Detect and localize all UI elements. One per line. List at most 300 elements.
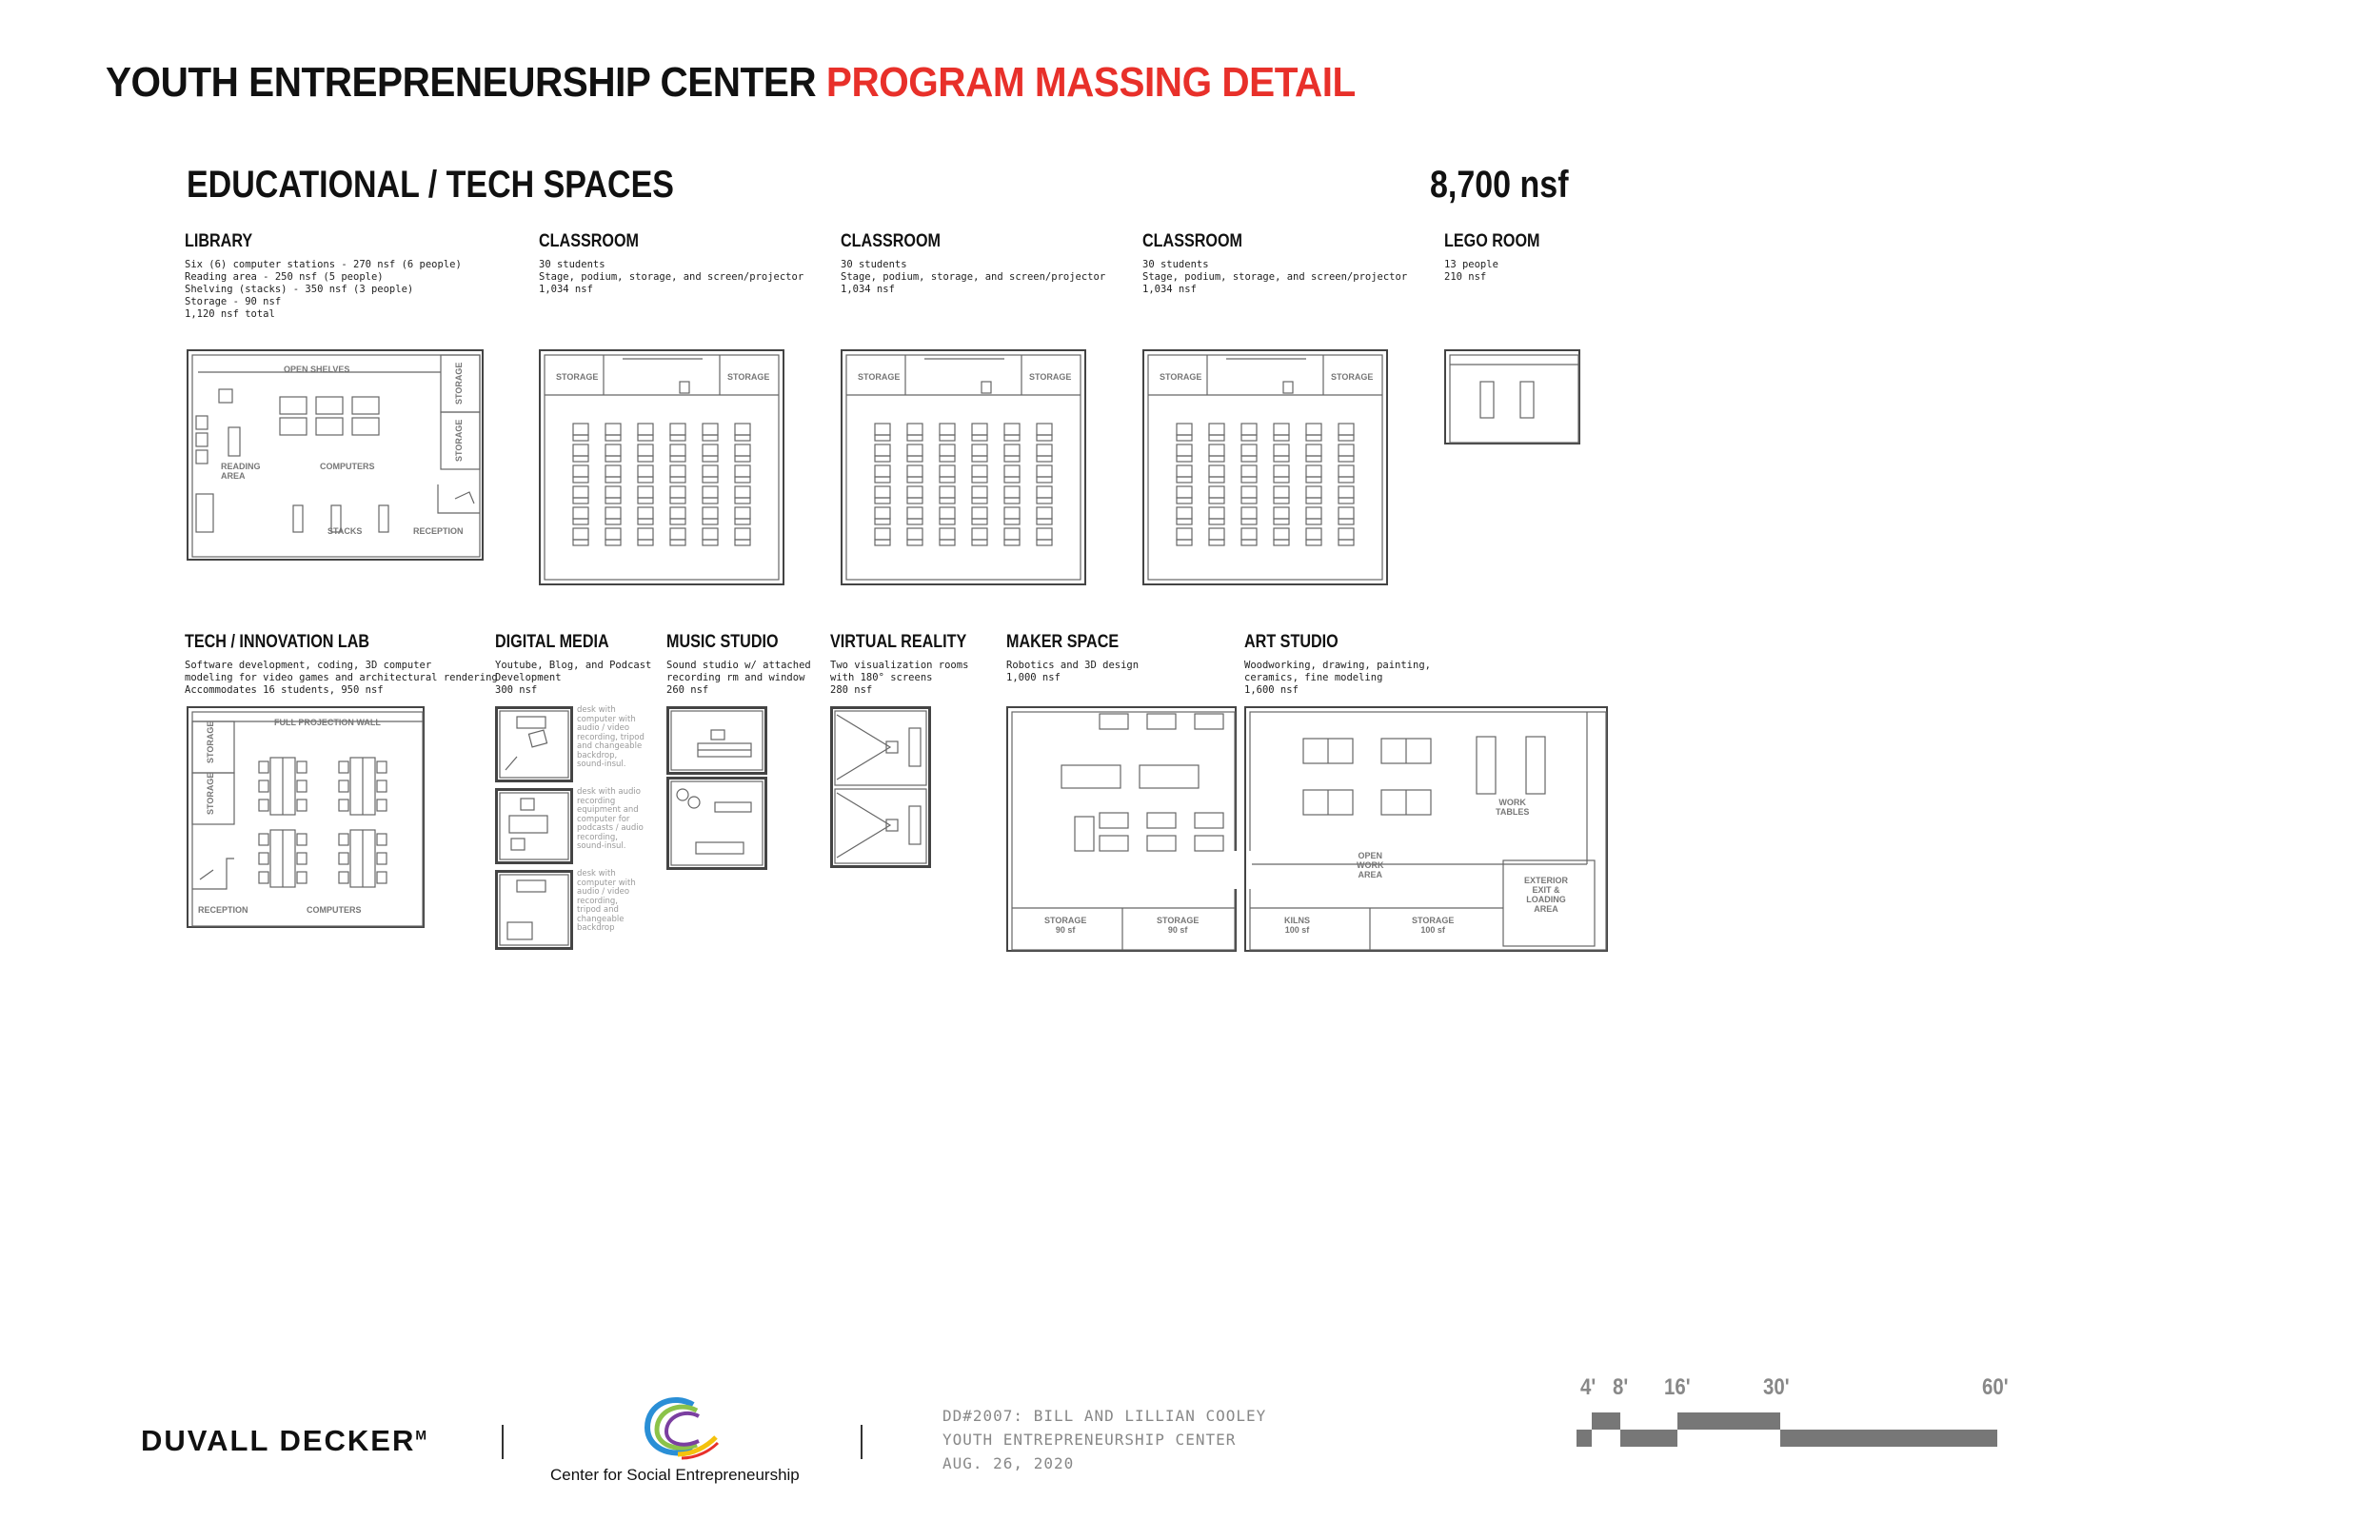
chair [875,540,890,545]
chair [377,761,387,773]
room-desc-library: Six (6) computer stations - 270 nsf (6 people) Reading area - 250 nsf (5 people) Shelving (stacks) - 350 nsf (3 people) Storage - 90 nsf 1,120 nsf total [185,259,462,320]
room-title-library: LIBRARY [185,231,253,251]
chair [972,456,987,462]
desk [735,486,750,498]
chair [940,477,955,483]
chair [1037,540,1052,545]
desk [1147,813,1176,828]
chair [1037,435,1052,441]
desk [1274,444,1289,456]
chair [1339,498,1354,503]
desk [1037,465,1052,477]
digital-media-room-1-drawing [498,709,570,780]
tech-lab-drawing [188,708,426,930]
footer-divider-2 [861,1425,863,1459]
scale-label-16: 16' [1664,1374,1691,1400]
desk [1274,528,1289,540]
chair [638,477,653,483]
label-computers: COMPUTERS [320,462,375,471]
chair [972,540,987,545]
project-line-3: AUG. 26, 2020 [942,1454,1075,1472]
chair [339,872,348,883]
room-desc-maker-space: Robotics and 3D design 1,000 nsf [1006,660,1140,683]
desk [1004,424,1020,435]
chair [703,477,718,483]
digital-media-room-3-drawing [498,873,570,947]
label-classroom-1-storage-left: STORAGE [556,372,599,382]
chair [605,456,621,462]
chair [297,780,307,792]
lego-room-plan [1444,349,1580,444]
desk [605,465,621,477]
chair [1037,498,1052,503]
desk [638,528,653,540]
chair [1177,435,1192,441]
desk [638,424,653,435]
chair [1241,519,1257,524]
podium [680,382,689,393]
chair [1339,519,1354,524]
chair [573,540,588,545]
desk [940,444,955,456]
desk [1274,507,1289,519]
desk [1209,424,1224,435]
room-desc-lego: 13 people 210 nsf [1444,259,1498,283]
chair [638,540,653,545]
desk [1241,465,1257,477]
room-desc-digital-media: Youtube, Blog, and Podcast Development 300 nsf [495,660,652,696]
chair [735,477,750,483]
chair [297,853,307,864]
chair [259,872,268,883]
desk [1177,486,1192,498]
desk [940,465,955,477]
desk [1274,486,1289,498]
desk [670,424,685,435]
chair [259,761,268,773]
library-plan [187,349,484,561]
desk [1241,444,1257,456]
chair [1209,435,1224,441]
podium [982,382,991,393]
desk [1241,424,1257,435]
label-tech-storage-1: STORAGE [206,721,215,763]
classroom-2-drawing [843,351,1088,587]
chair [907,456,922,462]
desk [907,486,922,498]
chair [735,456,750,462]
chair [1004,435,1020,441]
chair [1177,540,1192,545]
digital-media-room-2 [495,788,573,864]
chair [1339,540,1354,545]
label-open-shelves: OPEN SHELVES [284,365,350,374]
chair [735,519,750,524]
label-open-work-area: OPEN WORK AREA [1357,851,1384,879]
section-area: 8,700 nsf [1430,164,1569,206]
digital-media-room-3 [495,870,573,950]
chair [1306,519,1321,524]
desk [1209,528,1224,540]
music-studio-room-2-drawing [669,780,764,867]
chair [670,477,685,483]
chair [940,456,955,462]
chair [703,540,718,545]
desk [1147,714,1176,729]
chair [638,435,653,441]
chair [940,540,955,545]
desk [1177,528,1192,540]
chair [875,519,890,524]
digital-media-room-2-drawing [498,791,570,861]
desk [972,424,987,435]
desk [972,486,987,498]
chair [703,498,718,503]
chair [377,872,387,883]
chair [1037,456,1052,462]
chair [703,456,718,462]
chair [339,800,348,811]
chair [339,780,348,792]
chair [573,477,588,483]
chair [605,477,621,483]
desk [1241,486,1257,498]
desk [638,507,653,519]
desk [1339,465,1354,477]
desk [907,424,922,435]
chair [1037,477,1052,483]
desk [735,444,750,456]
label-classroom-2-storage-right: STORAGE [1029,372,1072,382]
chair [1274,540,1289,545]
chair [735,498,750,503]
desk [573,444,588,456]
chair [1209,477,1224,483]
classroom-lines [846,355,1081,580]
desk [573,528,588,540]
desk [875,465,890,477]
desk [703,424,718,435]
page-title [106,59,1356,107]
chair [1241,477,1257,483]
desk [1147,836,1176,851]
chair [875,498,890,503]
room-title-maker-space: MAKER SPACE [1006,632,1120,652]
desk [940,424,955,435]
chair [1306,435,1321,441]
chair [1004,540,1020,545]
chair [1004,498,1020,503]
label-maker-storage-2: STORAGE 90 sf [1157,916,1200,935]
desk [1037,444,1052,456]
chair [638,456,653,462]
chair [1339,435,1354,441]
chair [1241,540,1257,545]
room-title-classroom-2: CLASSROOM [841,231,941,251]
chair [573,498,588,503]
room-desc-music-studio: Sound studio w/ attached recording rm and window 260 nsf [666,660,811,696]
scale-label-60: 60' [1982,1374,2009,1400]
music-studio-room-1-drawing [669,709,764,772]
desk [1274,424,1289,435]
chair [1177,519,1192,524]
chair [259,834,268,845]
desk [875,486,890,498]
desk [573,465,588,477]
desk [875,507,890,519]
chair [670,519,685,524]
desk [1004,465,1020,477]
label-tech-computers: COMPUTERS [307,905,362,915]
label-classroom-3-storage-right: STORAGE [1331,372,1374,382]
chair [573,456,588,462]
label-stacks: STACKS [327,526,363,536]
chair [907,435,922,441]
firm-logo [141,1424,428,1458]
music-studio-room-2 [666,777,767,870]
desk [1037,528,1052,540]
room-desc-classroom-2: 30 students Stage, podium, storage, and screen/projector 1,034 nsf [841,259,1106,295]
project-line-2: YOUTH ENTREPRENEURSHIP CENTER [942,1431,1237,1449]
chair [907,477,922,483]
classroom-1-drawing [541,351,786,587]
desk [605,528,621,540]
chair [875,456,890,462]
chair [605,435,621,441]
desk [1004,444,1020,456]
chair [339,853,348,864]
chair [297,800,307,811]
desk [1274,465,1289,477]
chair [1274,456,1289,462]
desk [1100,714,1128,729]
label-projection-wall: FULL PROJECTION WALL [274,718,381,727]
chair [1241,498,1257,503]
chair [638,519,653,524]
desk [1209,465,1224,477]
chair [1274,477,1289,483]
chair [1306,540,1321,545]
podium [1283,382,1293,393]
chair [297,872,307,883]
chair [297,834,307,845]
desk [1339,444,1354,456]
chair [339,834,348,845]
scale-label-4: 4' [1580,1374,1597,1400]
tech-lab-plan [187,706,425,928]
chair [735,540,750,545]
desk [940,507,955,519]
project-line-1: DD#2007: BILL AND LILLIAN COOLEY [942,1407,1267,1425]
classroom-3-plan [1142,349,1388,585]
chair [377,834,387,845]
room-title-digital-media: DIGITAL MEDIA [495,632,609,652]
chair [972,477,987,483]
section-title: EDUCATIONAL / TECH SPACES [187,164,674,206]
chair [1241,456,1257,462]
scale-bar [1577,1411,1997,1453]
title-accent: PROGRAM MASSING DETAIL [825,59,1356,106]
desk [605,507,621,519]
room-desc-art-studio: Woodworking, drawing, painting, ceramics, fine modeling 1,600 nsf [1244,660,1431,696]
chair [1339,477,1354,483]
label-reception: RECEPTION [413,526,464,536]
desk [1339,486,1354,498]
room-title-tech-lab: TECH / INNOVATION LAB [185,632,370,652]
chair [670,456,685,462]
chair [573,435,588,441]
cse-logo-icon [640,1393,720,1467]
chair [703,435,718,441]
room-desc-classroom-3: 30 students Stage, podium, storage, and screen/projector 1,034 nsf [1142,259,1408,295]
desk [1306,465,1321,477]
desk [1037,486,1052,498]
chair [573,519,588,524]
desk [1004,507,1020,519]
desk [1209,507,1224,519]
chair [1274,498,1289,503]
scale-bar-graphic [1577,1411,1997,1449]
desk [1195,813,1223,828]
chair [297,761,307,773]
desk [1339,528,1354,540]
chair [1209,498,1224,503]
chair [1306,498,1321,503]
chair [1177,456,1192,462]
desk [875,424,890,435]
chair [1209,540,1224,545]
lego-room-drawing [1446,351,1582,446]
desk [1177,444,1192,456]
desk [703,444,718,456]
label-library-storage-2: STORAGE [454,419,464,462]
chair [1177,498,1192,503]
org-name: Center for Social Entrepreneurship [550,1466,800,1484]
chair [875,477,890,483]
chair [1037,519,1052,524]
chair [605,498,621,503]
chair [605,519,621,524]
desk [1209,444,1224,456]
desk [670,444,685,456]
chair [1209,456,1224,462]
chair [875,435,890,441]
chair [940,435,955,441]
chair [1274,519,1289,524]
chair [1004,477,1020,483]
desk [940,528,955,540]
classroom-3-drawing [1144,351,1390,587]
label-tech-reception: RECEPTION [198,905,248,915]
footer-divider-1 [502,1425,504,1459]
desk [1241,528,1257,540]
desk [703,507,718,519]
room-title-art-studio: ART STUDIO [1244,632,1339,652]
vr-rooms-plan [830,706,931,868]
desk [907,507,922,519]
label-classroom-3-storage-left: STORAGE [1160,372,1202,382]
chair [1274,435,1289,441]
desk [1004,528,1020,540]
room-title-classroom-3: CLASSROOM [1142,231,1242,251]
scale-label-8: 8' [1613,1374,1629,1400]
desk [972,465,987,477]
chair [907,519,922,524]
desk [875,528,890,540]
label-library-storage-1: STORAGE [454,362,464,405]
desk [972,444,987,456]
room-title-lego: LEGO ROOM [1444,231,1540,251]
desk [875,444,890,456]
chair [1004,519,1020,524]
desk [703,528,718,540]
label-art-storage: STORAGE 100 sf [1412,916,1455,935]
digital-media-note-3: desk with computer with audio / video recording, tripod and changeable backdrop [577,869,636,933]
desk [1037,507,1052,519]
desk [1306,507,1321,519]
desk [972,528,987,540]
desk [1339,507,1354,519]
chair [670,435,685,441]
classroom-lines [545,355,779,580]
chair [670,540,685,545]
desk [1100,836,1128,851]
label-classroom-2-storage-left: STORAGE [858,372,901,382]
desk [1177,507,1192,519]
desk [907,465,922,477]
cse-swirl-icon [640,1393,720,1462]
chair [940,519,955,524]
desk [1037,424,1052,435]
chair [1306,477,1321,483]
label-exterior-exit: EXTERIOR EXIT & LOADING AREA [1524,876,1569,914]
desk [735,465,750,477]
desk [1306,424,1321,435]
digital-media-note-1: desk with computer with audio / video recording, tripod and changeable backdrop, sound-insul. [577,705,645,769]
chair [735,435,750,441]
desk [1306,486,1321,498]
digital-media-room-1 [495,706,573,782]
chair [638,498,653,503]
desk [670,507,685,519]
chair [1209,519,1224,524]
desk [972,507,987,519]
chair [1177,477,1192,483]
desk [1100,813,1128,828]
vr-rooms-drawing [833,709,928,865]
desk [735,424,750,435]
desk [573,424,588,435]
desk [638,444,653,456]
desk [670,486,685,498]
chair [907,498,922,503]
desk [907,444,922,456]
firm-name: DUVALL DECKER [141,1424,416,1457]
desk [940,486,955,498]
desk [638,465,653,477]
scale-label-30: 30' [1763,1374,1790,1400]
desk [638,486,653,498]
digital-media-note-2: desk with audio recording equipment and computer for podcasts / audio recording, sound-insul. [577,787,644,851]
chair [972,435,987,441]
chair [259,780,268,792]
desk [670,465,685,477]
desk [1306,528,1321,540]
desk [605,424,621,435]
classroom-1-plan [539,349,784,585]
chair [339,761,348,773]
chair [1241,435,1257,441]
